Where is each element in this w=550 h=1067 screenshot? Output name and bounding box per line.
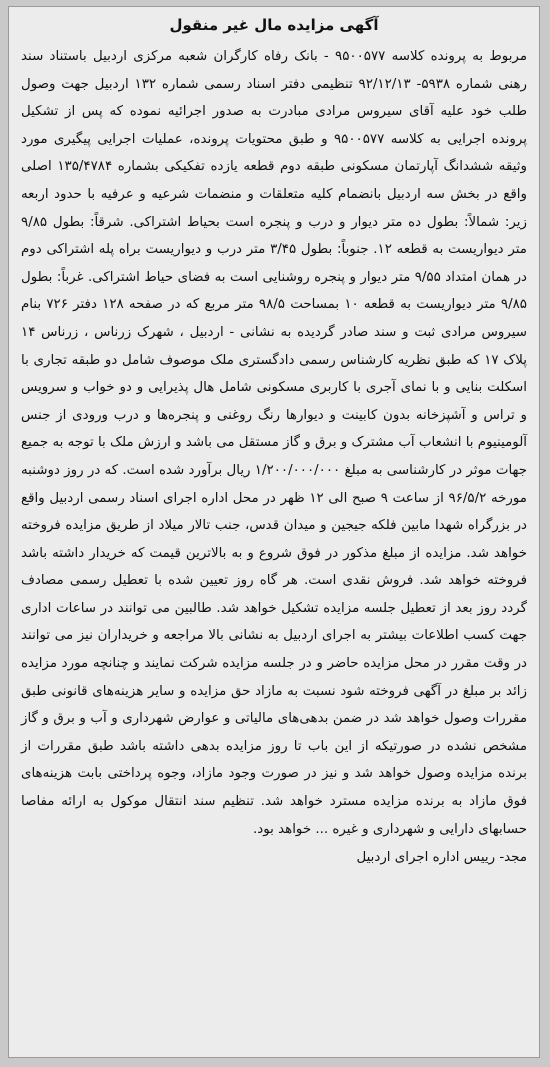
notice-body: مربوط به پرونده کلاسه ۹۵۰۰۵۷۷ - بانک رفاه کارگران شعبه مرکزی اردبیل باستناد سند رهنی شماره ۵۹۳۸- ۹۲/۱۲/۱۳ تنظیمی دفتر اسناد رسمی شماره ۱۳۲ اردبیل جهت وصول طلب خود علیه آقای سیروس مرادی مبادرت به صدور اجرائیه نموده که پس از تشکیل پرونده اجرایی به کلاسه ۹۵۰۰۵۷۷ و طبق محتویات پرونده، عملیات اجرایی پیگیری مورد وثیقه ششدانگ آپارتمان مسکونی طبقه دوم قطعه یازده تفکیکی بشماره ۱۳۵/۴۷۸۴ اصلی واقع در بخش سه اردبیل بانضمام کلیه متعلقات و منضمات شرعیه و عرفیه با حدود اربعه زیر: شمالاً: بطول ده متر دیوار و درب و پنجره است بحیاط اشتراکی. شرقاً: بطول ۹/۸۵ متر دیواریست به قطعه ۱۲. جنوباً: بطول ۳/۴۵ متر درب و دیواریست براه پله اشتراکی دوم در همان امتداد ۹/۵۵ متر دیوار و پنجره روشنایی است به فضای حیاط اشتراکی. غرباً: بطول ۹/۸۵ متر دیواریست به قطعه ۱۰ بمساحت ۹۸/۵ متر مربع که در صفحه ۱۲۸ دفتر ۷۲۶ بنام سیروس مرادی ثبت و سند صادر گردیده به نشانی - اردبیل ، شهرک زرناس ، زرناس ۱۴ پلاک ۱۷ که طبق نظریه کارشناس رسمی دادگستری ملک موصوف شامل دو طبقه تجاری با اسکلت بنایی و با نمای آجری با کاربری مسکونی شامل هال پذیرایی و دو خواب و سرویس و تراس و آشپزخانه بدون کابینت و دیوارها رنگ روغنی و پنجره‌ها و درب ورودی از جنس آلومینیوم با انشعاب آب مشترک و برق و گاز مستقل می باشد و ارزش ملک با توجه به جمیع جهات موثر در کارشناسی به مبلغ ۱/۲۰۰/۰۰۰/۰۰۰ ریال برآورد شده است. که در روز دوشنبه مورخه ۹۶/۵/۲ از ساعت ۹ صبح الی ۱۲ ظهر در محل اداره اجرای اسناد رسمی اردبیل واقع در بزرگراه شهدا مابین فلکه جیجین و میدان قدس، جنب تالار میلاد از طریق مزایده فروخته خواهد شد. مزایده از مبلغ مذکور در فوق شروع و به بالاترین قیمت که خریدار داشته باشد فروخته خواهد شد. فروش نقدی است. هر گاه روز تعیین شده با تعطیل رسمی مصادف گردد روز بعد از تعطیل جلسه مزایده تشکیل خواهد شد. طالبین می توانند در ساعات اداری جهت کسب اطلاعات بیشتر به اجرای اردبیل به نشانی بالا مراجعه و خریداران نیز می توانند در وقت مقرر در محل مزایده حاضر و در جلسه مزایده شرکت نمایند و چنانچه مورد مزایده زائد بر مبلغ در آگهی فروخته شود نسبت به مازاد حق مزایده و سایر هزینه‌های قانونی طبق مقررات وصول خواهد شد در ضمن بدهی‌های مالیاتی و عوارض شهرداری و آب و برق و گاز مشخص نشده در صورتیکه از این باب تا روز مزایده بدهی داشته باشد طبق مقررات از برنده مزایده وصول خواهد شد و نیز در صورت وجود مازاد، وجوه پرداختی بابت هزینه‌های فوق مازاد به برنده مزایده مسترد خواهد شد. تنظیم سند انتقال موکول به ارائه مفاصا حسابهای دارایی و شهرداری و غیره ... خواهد بود. bbox=[21, 49, 527, 837]
auction-notice bbox=[8, 6, 540, 1058]
notice-title: آگهی مزایده مال غیر منقول bbox=[169, 16, 379, 34]
notice-signature: مجد- رییس اداره اجرای اردبیل bbox=[356, 850, 527, 866]
